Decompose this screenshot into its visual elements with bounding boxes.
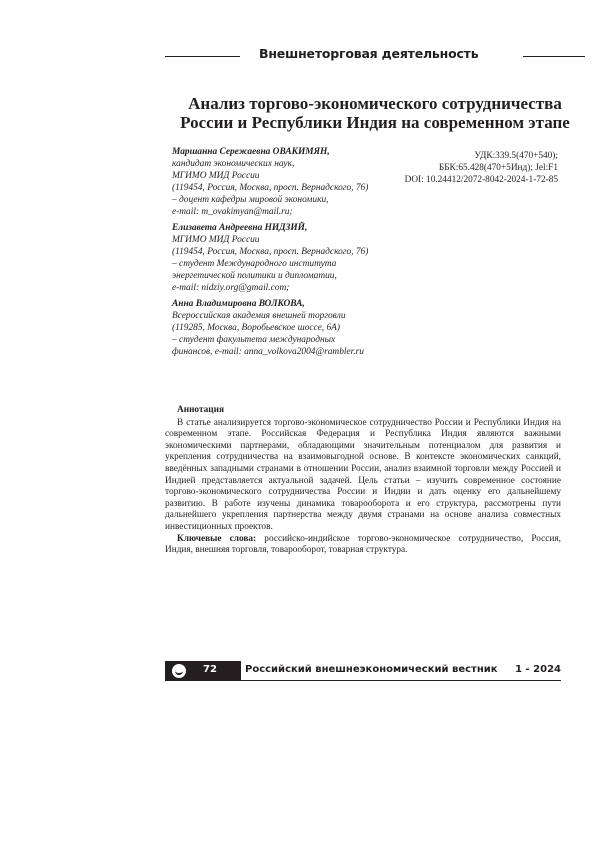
- keywords: [165, 534, 561, 557]
- page-number: 72: [203, 664, 217, 675]
- author-line: – студент Международного института: [172, 259, 337, 269]
- author-name: Маршанна Сережаевна ОВАКИМЯН,: [172, 147, 330, 157]
- author-email: e-mail: nidziy.org@gmail.com;: [172, 283, 290, 293]
- author-name: Анна Владимировна ВОЛКОВА,: [172, 299, 305, 309]
- journal-name: Российский внешнеэкономический вестник: [245, 664, 498, 675]
- author-line: (119454, Россия, Москва, просп. Вернадского, 76): [172, 183, 369, 193]
- author-line: энергетической политики и дипломатии,: [172, 271, 337, 281]
- header-rule-right: [523, 56, 585, 57]
- bbk-code: ББК:65.428(470+5Инд); Jel:F1: [438, 163, 558, 173]
- author-line: (119285, Москва, Воробьевское шоссе, 6А): [172, 323, 341, 333]
- abstract-heading: Аннотация: [177, 405, 225, 415]
- footer-badge: [165, 661, 241, 681]
- issue-number: 1 - 2024: [515, 664, 561, 675]
- header-rule-left: [165, 56, 240, 57]
- udk-code: УДК:339.5(470+540);: [474, 151, 558, 161]
- title-line: России и Республики Индия на современном этапе: [180, 113, 570, 132]
- author-line: – доцент кафедры мировой экономики,: [172, 195, 329, 205]
- section-title: Внешнеторговая деятельность: [259, 46, 479, 61]
- footer-rule: [241, 680, 561, 681]
- journal-logo-icon: [172, 664, 186, 678]
- page-footer: [165, 661, 561, 681]
- author-name: Елизавета Андреевна НИДЗИЙ,: [172, 223, 308, 233]
- title-line: Анализ торгово-экономического сотрудничества: [188, 94, 562, 113]
- author-line: – студент факультета международных: [172, 335, 336, 345]
- abstract-text: В статье анализируется торгово-экономическое сотрудничество России и Республики Индия на современном этапе. Российская Федерация и Республика Индия являются важными экономическими партнерами, обладающими значительным потенциалом для развития и укрепления сотрудничества на взаимовыгодной основе. В контексте экономических санкций, введённых западными странами в отношении России, анализ взаимной торговли между Россией и Индией представляется актуальной задачей. Цель статьи – изучить современное состояние торгово-экономического сотрудничества России и Индии и дать оценку его дальнейшему развитию. В работе изучены динамика товарооборота и его структура, рассмотрены пути дальнейшего укрепления партнерства между двумя странами на основе анализа совместных инвестиционных проектов.: [165, 417, 561, 532]
- classification-codes: [405, 150, 558, 186]
- keywords-label: Ключевые слова:: [177, 533, 257, 544]
- doi: DOI: 10.24412/2072-8042-2024-1-72-85: [404, 175, 558, 185]
- author-line: МГИМО МИД России: [172, 171, 260, 181]
- author-line: кандидат экономических наук,: [172, 159, 295, 169]
- article-title: [150, 94, 600, 132]
- author-block: [172, 222, 402, 294]
- author-block: [172, 298, 402, 358]
- author-block: [172, 146, 402, 218]
- author-line: Всероссийская академия внешней торговли: [172, 311, 346, 321]
- author-list: [172, 146, 402, 362]
- author-line: (119454, Россия, Москва, просп. Вернадского, 76): [172, 247, 369, 257]
- author-email: e-mail: m_ovakimyan@mail.ru;: [172, 207, 293, 217]
- keywords-text: российско-индийское торгово-экономическое сотрудничество, Россия, Индия, внешняя торговля, товарооборот, товарная структура.: [165, 533, 561, 556]
- author-line: МГИМО МИД России: [172, 235, 260, 245]
- section-header: [165, 44, 585, 68]
- abstract: [165, 405, 561, 557]
- author-email: финансов, e-mail: anna_volkova2004@rambler.ru: [172, 347, 364, 357]
